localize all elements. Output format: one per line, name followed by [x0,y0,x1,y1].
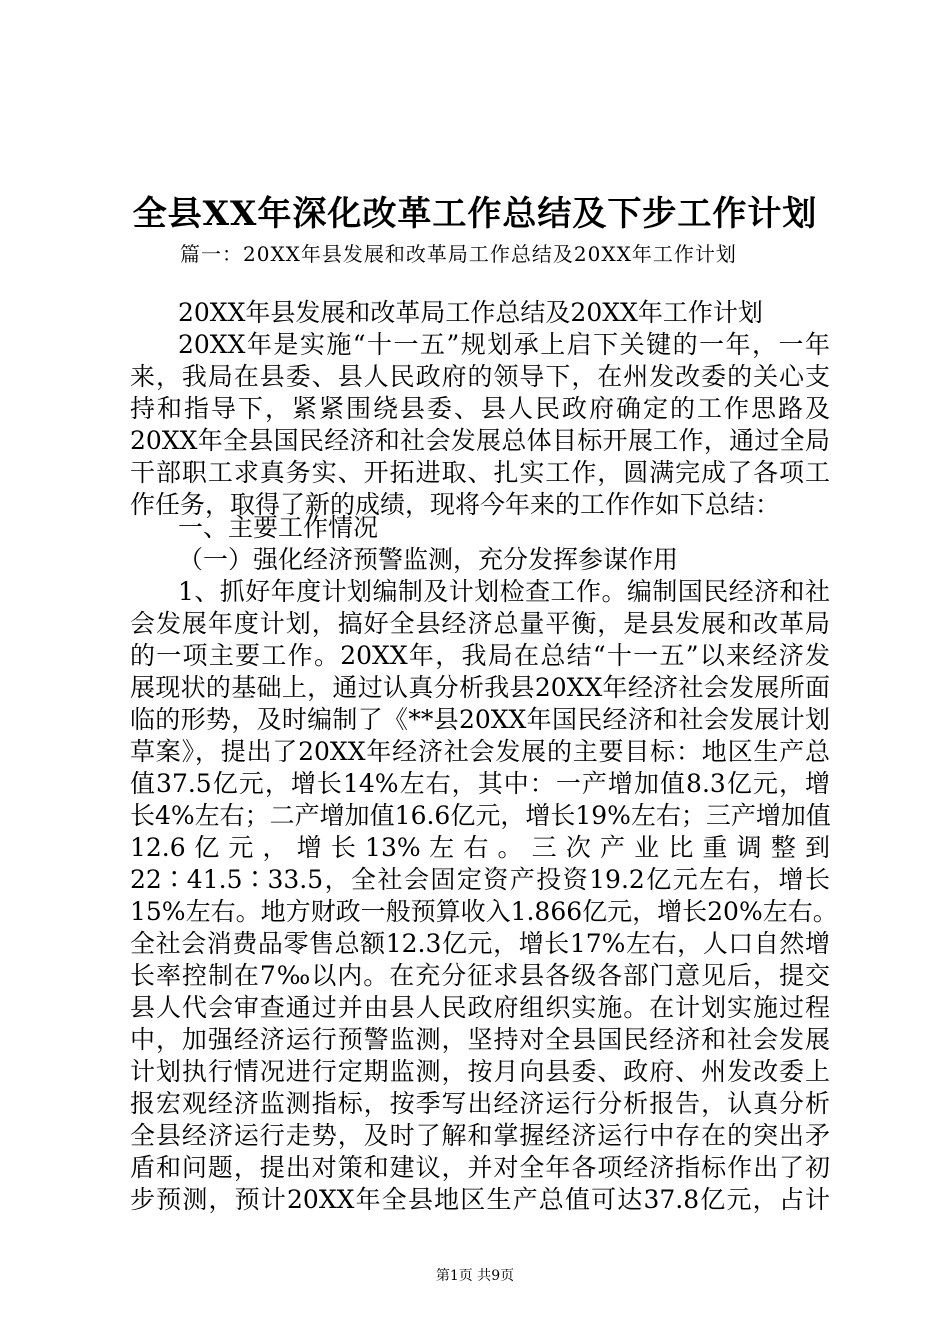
paragraph-line: 计划执行情况进行定期监测，按月向县委、政府、州发改委上 [130,1057,830,1086]
paragraph-line: 长4%左右；二产增加值16.6亿元，增长19%左右；三产增加值 [130,801,831,830]
paragraph-line: 12.6 亿 元 ， 增 长 13% 左 右 。 三 次 产 业 比 重 调 整 到 [130,833,830,862]
paragraph-line: 全社会消费品零售总额12.3亿元，增长17%左右，人口自然增 [130,929,830,958]
paragraph-line: 步预测，预计20XX年全县地区生产总值可达37.8亿元，占计 [130,1185,830,1214]
section-heading: 一、主要工作情况 [178,513,379,542]
paragraph-line: 会发展年度计划，搞好全县经济总量平衡，是县发展和改革局 [130,609,830,638]
paragraph-line: 20XX年全县国民经济和社会发展总体目标开展工作，通过全局 [130,426,830,455]
paragraph-line: 全县经济运行走势，及时了解和掌握经济运行中存在的突出矛 [130,1121,830,1150]
paragraph-line: 的一项主要工作。20XX年，我局在总结“十一五”以来经济发 [130,641,830,670]
page-number: 第1页 共9页 [435,1268,515,1284]
document-subtitle: 篇一：20XX年县发展和改革局工作总结及20XX年工作计划 [180,242,737,266]
paragraph-line: 20XX年是实施“十一五”规划承上启下关键的一年，一年 [178,330,830,359]
paragraph-line: 值37.5亿元，增长14%左右，其中：一产增加值8.3亿元，增 [130,769,830,798]
section-heading: 20XX年县发展和改革局工作总结及20XX年工作计划 [178,298,763,327]
document-title: 全县XX年深化改革工作总结及下步工作计划 [132,194,818,234]
paragraph-line: 持和指导下，紧紧围绕县委、县人民政府确定的工作思路及 [130,394,830,423]
paragraph-line: 报宏观经济监测指标，按季写出经济运行分析报告，认真分析 [130,1089,830,1118]
paragraph-line: 15%左右。地方财政一般预算收入1.866亿元，增长20%左右。 [130,897,838,926]
paragraph-line: 干部职工求真务实、开拓进取、扎实工作，圆满完成了各项工 [130,458,830,487]
paragraph-line: 作任务，取得了新的成绩，现将今年来的工作作如下总结： [130,490,781,519]
paragraph-line: 临的形势，及时编制了《**县20XX年国民经济和社会发展计划 [130,705,830,734]
subsection-heading: （一）强化经济预警监测，充分发挥参谋作用 [178,545,679,574]
paragraph-line: 22∶41.5∶33.5，全社会固定资产投资19.2亿元左右，增长 [130,865,830,894]
paragraph-line: 展现状的基础上，通过认真分析我县20XX年经济社会发展所面 [130,673,830,702]
paragraph-line: 长率控制在7‰以内。在充分征求县各级各部门意见后，提交 [130,961,830,990]
paragraph-line: 县人代会审查通过并由县人民政府组织实施。在计划实施过程 [130,993,830,1022]
paragraph-line: 草案》，提出了20XX年经济社会发展的主要目标：地区生产总 [130,737,830,766]
paragraph-line: 盾和问题，提出对策和建议，并对全年各项经济指标作出了初 [130,1153,830,1182]
paragraph-line: 来，我局在县委、县人民政府的领导下，在州发改委的关心支 [130,362,830,391]
paragraph-line: 中，加强经济运行预警监测，坚持对全县国民经济和社会发展 [130,1025,830,1054]
paragraph-line: 1、抓好年度计划编制及计划检查工作。编制国民经济和社 [178,577,830,606]
